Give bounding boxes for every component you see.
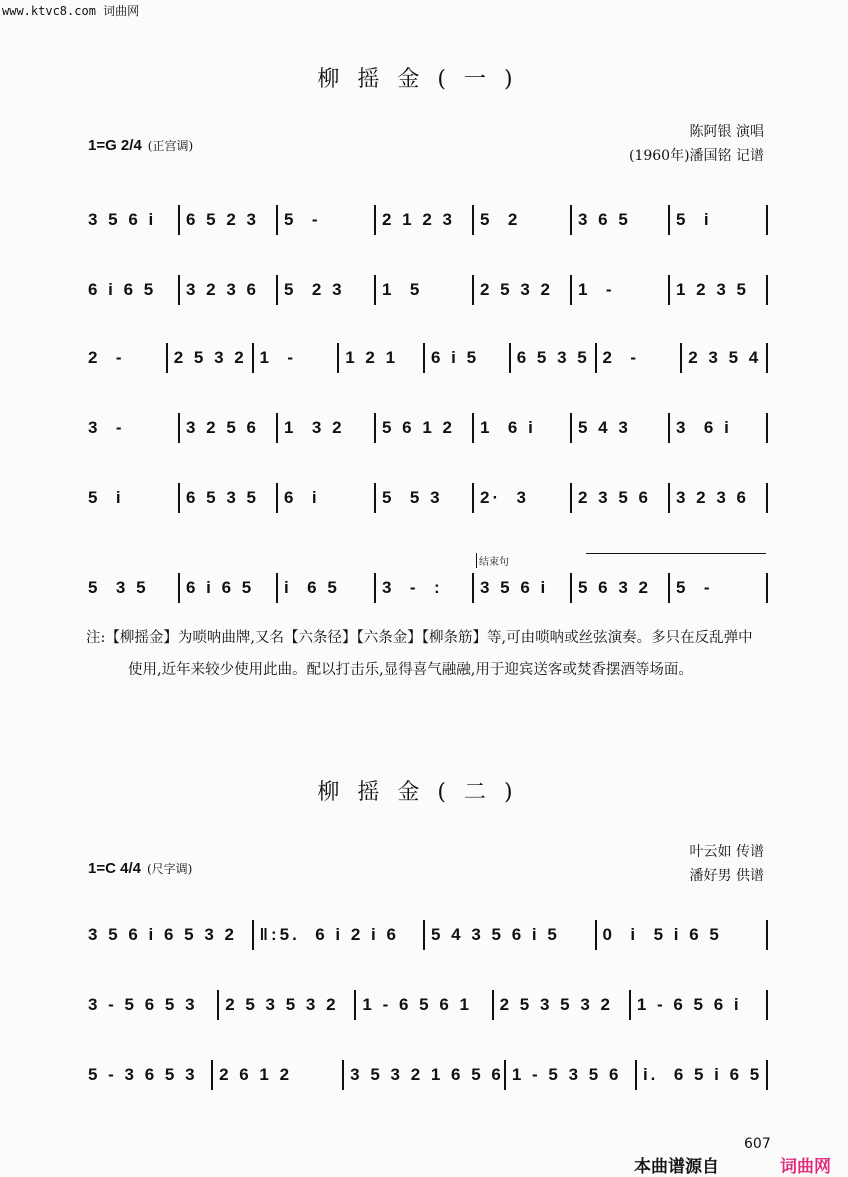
measure: 2 5 3 2 [472, 275, 570, 305]
key-label: 1=C 4/4 [88, 860, 141, 877]
score-line [88, 573, 768, 603]
measure: 6 5 3 5 [178, 483, 276, 513]
measure: 2 - [595, 343, 681, 373]
piece2-title: 柳摇金(二) [317, 780, 531, 805]
measure: 3 6 i [668, 413, 766, 443]
measure: 3 5 6 i 6 5 3 2 [88, 925, 237, 944]
measure: 2 5 3 5 3 2 [492, 990, 629, 1020]
measure: 3 - [88, 418, 125, 437]
measure: 2 3 5 4 [680, 343, 766, 373]
score-line [88, 920, 768, 950]
volta-line [586, 553, 766, 554]
mode-label: (正宫调) [147, 139, 194, 153]
ending-label: 结束句 [476, 553, 509, 568]
measure: 2 1 2 3 [374, 205, 472, 235]
measure: 2 5 3 5 3 2 [217, 990, 354, 1020]
mode-label: (尺字调) [146, 862, 193, 876]
measure: 1 - 6 5 6 i [629, 990, 766, 1020]
measure: 5 - [668, 573, 766, 603]
measure: 5 3 5 [88, 578, 149, 597]
watermark: www.ktvc8.com 词曲网 [2, 4, 140, 18]
footnote: 注:【柳摇金】为唢呐曲牌,又名【六条径】【六条金】【柳条筋】等,可由唢呐或丝弦演奏。多只在反乱弹中使用,近年来较少使用此曲。配以打击乐,显得喜气融融,用于迎宾送客或焚香摆酒等场面。 [86, 630, 753, 678]
measure: 1 5 [374, 275, 472, 305]
measure: 5 2 [472, 205, 570, 235]
piece1-credits [629, 120, 764, 168]
measure: 3 5 6 i [472, 573, 570, 603]
score-line [88, 990, 768, 1020]
measure: 3 2 3 6 [668, 483, 766, 513]
measure: 6 i 6 5 [178, 573, 276, 603]
measure: 5 i [668, 205, 766, 235]
measure: 6 i [276, 483, 374, 513]
measure: i 6 5 [276, 573, 374, 603]
piece2-credits [690, 840, 764, 888]
measure: 2 - [88, 348, 125, 367]
transcriber-credit: (1960年)潘国铭 记谱 [628, 148, 764, 164]
measure: 3 5 6 i [88, 210, 157, 229]
measure: 5 4 3 [570, 413, 668, 443]
measure: 3 - 5 6 5 3 [88, 995, 198, 1014]
measure: 5 - [276, 205, 374, 235]
measure: 3 5 3 2 1 6 5 6 [342, 1060, 504, 1090]
measure: 1 - 5 3 5 6 [504, 1060, 635, 1090]
measure: 6 5 3 5 [509, 343, 595, 373]
measure: 1 6 i [472, 413, 570, 443]
measure: 2 6 1 2 [211, 1060, 342, 1090]
measure: 3 6 5 [570, 205, 668, 235]
page-number: 607 [744, 1136, 771, 1152]
measure: 5 - 3 6 5 3 [88, 1065, 198, 1084]
measure: ‖:5. 6 i 2 i 6 [252, 920, 424, 950]
brand-logo: 词曲网 [780, 1157, 831, 1177]
measure: 5 4 3 5 6 i 5 [423, 920, 595, 950]
measure: 0 i 5 i 6 5 [595, 920, 767, 950]
score-line [88, 483, 768, 513]
measure: 3 - : [374, 573, 472, 603]
provider-credit: 潘好男 供谱 [689, 868, 764, 884]
measure: 5 5 3 [374, 483, 472, 513]
measure: 5 6 3 2 [570, 573, 668, 603]
measure: 1 2 1 [337, 343, 423, 373]
measure: 1 - [570, 275, 668, 305]
key-label: 1=G 2/4 [88, 137, 142, 154]
piece2-key-signature [88, 860, 192, 877]
measure: 3 2 3 6 [178, 275, 276, 305]
source-label: 本曲谱源自 [634, 1157, 719, 1177]
performer-credit: 陈阿银 演唱 [689, 124, 764, 140]
piece1-key-signature [88, 137, 193, 154]
measure: 5 2 3 [276, 275, 374, 305]
score-line [88, 1060, 768, 1090]
score-line [88, 205, 768, 235]
measure: 3 2 5 6 [178, 413, 276, 443]
piece1-title: 柳摇金(一) [317, 67, 531, 92]
measure: 6 i 5 [423, 343, 509, 373]
measure: 6 i 6 5 [88, 280, 157, 299]
measure: 2 3 5 6 [570, 483, 668, 513]
measure: i. 6 5 i 6 5 [635, 1060, 766, 1090]
transmitter-credit: 叶云如 传谱 [689, 844, 764, 860]
measure: 6 5 2 3 [178, 205, 276, 235]
measure: 5 i [88, 488, 124, 507]
score-line [88, 343, 768, 373]
score-line [88, 275, 768, 305]
measure: 1 - [252, 343, 338, 373]
measure: 1 2 3 5 [668, 275, 766, 305]
measure: 2 5 3 2 [166, 343, 252, 373]
measure: 2· 3 [472, 483, 570, 513]
score-line [88, 413, 768, 443]
measure: 1 - 6 5 6 1 [354, 990, 491, 1020]
measure: 1 3 2 [276, 413, 374, 443]
measure: 5 6 1 2 [374, 413, 472, 443]
